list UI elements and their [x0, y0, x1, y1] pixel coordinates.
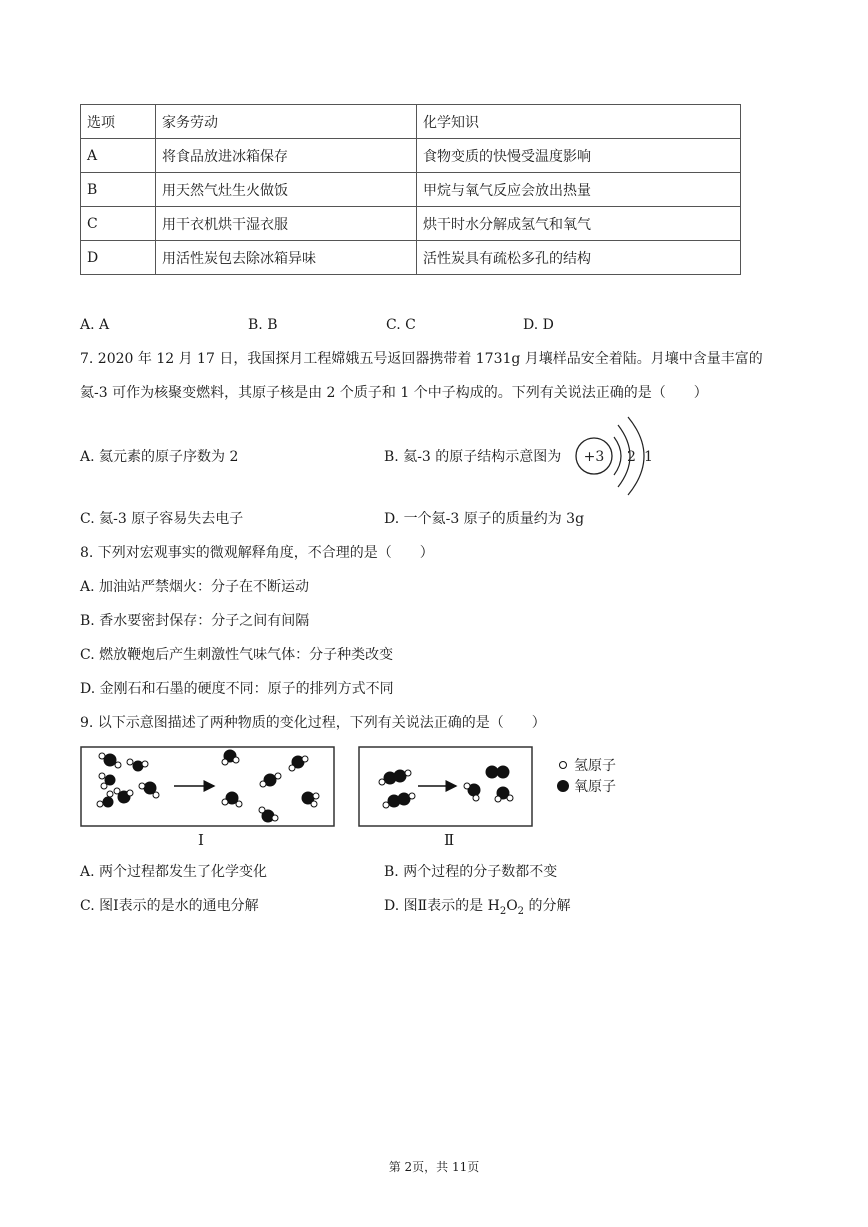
q9-option-b[interactable]: B. 两个过程的分子数都不变 — [384, 864, 558, 880]
oxygen-atom-icon — [557, 780, 569, 792]
table-row — [81, 173, 741, 207]
page-footer: 第 2页，共 11页 — [388, 1160, 480, 1174]
table-cell: 食物变质的快慢受温度影响 — [417, 139, 741, 173]
table-cell: 用活性炭包去除冰箱异味 — [156, 241, 417, 275]
q8-option-c[interactable]: C. 燃放鞭炮后产生刺激性气味气体：分子种类改变 — [80, 647, 394, 663]
subscript: 2 — [517, 905, 525, 917]
table-header-row — [81, 105, 741, 139]
shell-electrons-1: 2 — [627, 449, 636, 465]
nucleus-charge: +3 — [583, 449, 605, 465]
legend-oxygen: 氧原子 — [574, 779, 616, 795]
q6-option-d[interactable]: D. D — [523, 317, 554, 333]
q9-option-d[interactable] — [384, 896, 571, 922]
q7-option-d[interactable]: D. 一个氦-3 原子的质量约为 3g — [384, 511, 585, 527]
q6-option-b[interactable]: B. B — [248, 317, 278, 333]
q8-option-d[interactable]: D. 金刚石和石墨的硬度不同：原子的排列方式不同 — [80, 681, 394, 697]
q8-option-a[interactable]: A. 加油站严禁烟火：分子在不断运动 — [80, 579, 310, 595]
table-cell: 用天然气灶生火做饭 — [156, 173, 417, 207]
q7-option-b[interactable]: B. 氦-3 的原子结构示意图为 — [384, 449, 562, 465]
q6-option-c[interactable]: C. C — [386, 317, 416, 333]
water-molecules-right — [222, 750, 319, 822]
diagram-2-label: Ⅱ — [444, 831, 455, 849]
peroxide-molecules — [379, 770, 415, 808]
table-row — [81, 139, 741, 173]
q9-option-d-prefix: D. 图Ⅱ表示的是 H — [384, 898, 500, 914]
diagram-1-label: Ⅰ — [198, 831, 204, 849]
subscript: 2 — [499, 905, 507, 917]
reaction-diagram-2 — [358, 746, 534, 828]
reaction-diagram-1 — [80, 746, 336, 828]
legend-symbols — [555, 756, 573, 796]
table-cell: C — [81, 207, 156, 241]
hydrogen-atom-icon — [560, 762, 567, 769]
q9-option-d-mid: O — [506, 898, 518, 914]
table-cell: 甲烷与氧气反应会放出热量 — [417, 173, 741, 207]
q6-option-a[interactable]: A. A — [80, 317, 110, 333]
table-cell: 烘干时水分解成氢气和氧气 — [417, 207, 741, 241]
shell-electrons-2: 1 — [644, 449, 653, 465]
legend-hydrogen: 氢原子 — [574, 758, 616, 774]
table-cell: B — [81, 173, 156, 207]
q8-option-b[interactable]: B. 香水要密封保存：分子之间有间隔 — [80, 613, 310, 629]
q9-option-c[interactable]: C. 图Ⅰ表示的是水的通电分解 — [80, 898, 259, 914]
table-cell: D — [81, 241, 156, 275]
atom-structure-diagram — [570, 415, 670, 497]
table-row — [81, 241, 741, 275]
table-header: 选项 — [81, 105, 156, 139]
q9-stem: 9. 以下示意图描述了两种物质的变化过程，下列有关说法正确的是（ ） — [80, 715, 546, 731]
q9-option-a[interactable]: A. 两个过程都发生了化学变化 — [80, 864, 268, 880]
product-molecules — [464, 766, 513, 802]
table-cell: 活性炭具有疏松多孔的结构 — [417, 241, 741, 275]
chores-table — [80, 104, 741, 275]
electron-shell-1 — [614, 437, 621, 475]
q7-option-c[interactable]: C. 氦-3 原子容易失去电子 — [80, 511, 244, 527]
q9-option-d-suffix: 的分解 — [524, 898, 571, 914]
table-row — [81, 207, 741, 241]
q8-stem: 8. 下列对宏观事实的微观解释角度，不合理的是（ ） — [80, 545, 434, 561]
table-header: 家务劳动 — [156, 105, 417, 139]
table-cell: 将食品放进冰箱保存 — [156, 139, 417, 173]
q7-option-a[interactable]: A. 氦元素的原子序数为 2 — [80, 449, 239, 465]
q7-stem-line1: 7. 2020 年 12 月 17 日，我国探月工程嫦娥五号返回器携带着 1731g 月壤样品安全着陆。月壤中含量丰富的 — [80, 351, 763, 367]
q7-stem-line2: 氦-3 可作为核聚变燃料，其原子核是由 2 个质子和 1 个中子构成的。下列有关说法正确的是（ ） — [80, 385, 708, 401]
table-cell: 用干衣机烘干湿衣服 — [156, 207, 417, 241]
water-molecules-left — [97, 753, 159, 807]
table-cell: A — [81, 139, 156, 173]
table-header: 化学知识 — [417, 105, 741, 139]
